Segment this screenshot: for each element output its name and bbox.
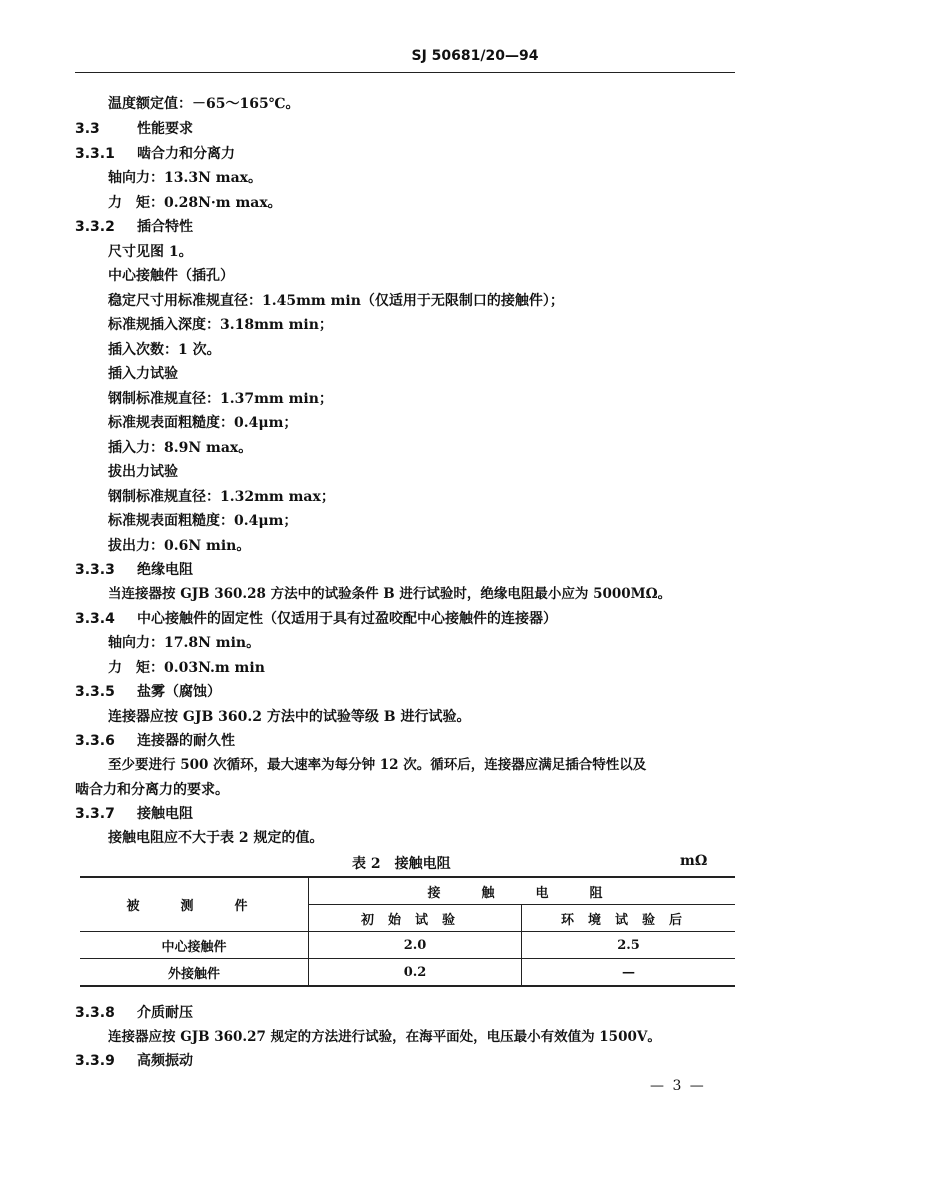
section-title: 中心接触件的固定性（仅适用于具有过盈咬配中心接触件的连接器） bbox=[137, 611, 557, 627]
col-header-item: 被 测 件 bbox=[80, 877, 309, 932]
table-row bbox=[80, 959, 735, 987]
section-number: 3.3.9 bbox=[75, 1053, 115, 1069]
heading-3-3 bbox=[75, 120, 193, 138]
row-item: 中心接触件 bbox=[80, 932, 309, 959]
col-header-after: 环境试验后 bbox=[522, 905, 736, 932]
text-line: 轴向力：17.8N min。 bbox=[108, 635, 261, 651]
text-line: 标准规插入深度：3.18mm min； bbox=[108, 317, 333, 333]
heading-3-3-3 bbox=[75, 561, 193, 579]
text-line: 力 矩：0.03N.m min bbox=[108, 660, 265, 676]
text-line: 插入力：8.9N max。 bbox=[108, 440, 253, 456]
text-line: 轴向力：13.3N max。 bbox=[108, 170, 262, 186]
temperature-rating: 温度额定值：－65～165℃。 bbox=[108, 96, 300, 112]
text-line: 稳定尺寸用标准规直径：1.45mm min（仅适用于无限制口的接触件）； bbox=[108, 293, 564, 309]
row-item: 外接触件 bbox=[80, 959, 309, 987]
text-line: 至少要进行 500 次循环，最大速率为每分钟 12 次。循环后，连接器应满足插合特性以及 bbox=[108, 757, 647, 773]
section-title: 啮合力和分离力 bbox=[137, 146, 235, 162]
section-title: 绝缘电阻 bbox=[137, 562, 193, 578]
section-number: 3.3.2 bbox=[75, 219, 115, 235]
page-header: SJ 50681/20—94 bbox=[411, 48, 539, 64]
table-row bbox=[80, 932, 735, 959]
heading-3-3-1 bbox=[75, 145, 235, 163]
header-rule bbox=[75, 72, 735, 73]
section-title: 性能要求 bbox=[137, 121, 193, 137]
section-number: 3.3.7 bbox=[75, 806, 115, 822]
section-title: 高频振动 bbox=[137, 1053, 193, 1069]
text-line: 力 矩：0.28N·m max。 bbox=[108, 195, 282, 211]
heading-3-3-8 bbox=[75, 1004, 193, 1022]
section-number: 3.3.6 bbox=[75, 733, 115, 749]
heading-3-3-4 bbox=[75, 610, 557, 628]
section-number: 3.3.1 bbox=[75, 146, 115, 162]
text-line: 尺寸见图 1。 bbox=[108, 244, 193, 260]
row-after: 2.5 bbox=[522, 932, 736, 959]
text-line: 连接器应按 GJB 360.2 方法中的试验等级 B 进行试验。 bbox=[108, 709, 471, 725]
section-title: 接触电阻 bbox=[137, 806, 193, 822]
row-initial: 2.0 bbox=[309, 932, 522, 959]
section-title: 插合特性 bbox=[137, 219, 193, 235]
text-line: 拔出力：0.6N min。 bbox=[108, 538, 251, 554]
text-line: 接触电阻应不大于表 2 规定的值。 bbox=[108, 830, 324, 846]
section-number: 3.3.4 bbox=[75, 611, 115, 627]
section-title: 介质耐压 bbox=[137, 1005, 193, 1021]
table-caption: 表 2 接触电阻 bbox=[352, 856, 451, 872]
row-initial: 0.2 bbox=[309, 959, 522, 987]
heading-3-3-7 bbox=[75, 805, 193, 823]
col-header-group: 接 触 电 阻 bbox=[309, 877, 736, 905]
col-header-initial: 初始试验 bbox=[309, 905, 522, 932]
text-line: 插入次数：1 次。 bbox=[108, 342, 221, 358]
section-number: 3.3.5 bbox=[75, 684, 115, 700]
text-line: 当连接器按 GJB 360.28 方法中的试验条件 B 进行试验时，绝缘电阻最小应为 5000MΩ。 bbox=[108, 586, 672, 602]
text-line: 啮合力和分离力的要求。 bbox=[75, 782, 229, 798]
page-number: — 3 — bbox=[650, 1078, 706, 1094]
section-number: 3.3.8 bbox=[75, 1005, 115, 1021]
heading-3-3-5 bbox=[75, 683, 221, 701]
text-line: 插入力试验 bbox=[108, 366, 178, 382]
text-line: 钢制标准规直径：1.37mm min； bbox=[108, 391, 333, 407]
text-line: 中心接触件（插孔） bbox=[108, 268, 234, 284]
section-number: 3.3 bbox=[75, 121, 100, 137]
section-title: 盐雾（腐蚀） bbox=[137, 684, 221, 700]
row-after: — bbox=[522, 959, 736, 987]
heading-3-3-2 bbox=[75, 218, 193, 236]
heading-3-3-6 bbox=[75, 732, 235, 750]
text-line: 标准规表面粗糙度：0.4μm； bbox=[108, 513, 298, 529]
text-line: 拔出力试验 bbox=[108, 464, 178, 480]
table-unit: mΩ bbox=[680, 853, 708, 869]
heading-3-3-9 bbox=[75, 1052, 193, 1070]
text-line: 钢制标准规直径：1.32mm max； bbox=[108, 489, 335, 505]
contact-resistance-table bbox=[80, 876, 735, 987]
section-number: 3.3.3 bbox=[75, 562, 115, 578]
section-title: 连接器的耐久性 bbox=[137, 733, 235, 749]
text-line: 标准规表面粗糙度：0.4μm； bbox=[108, 415, 298, 431]
text-line: 连接器应按 GJB 360.27 规定的方法进行试验，在海平面处，电压最小有效值为 1500V。 bbox=[108, 1029, 661, 1045]
